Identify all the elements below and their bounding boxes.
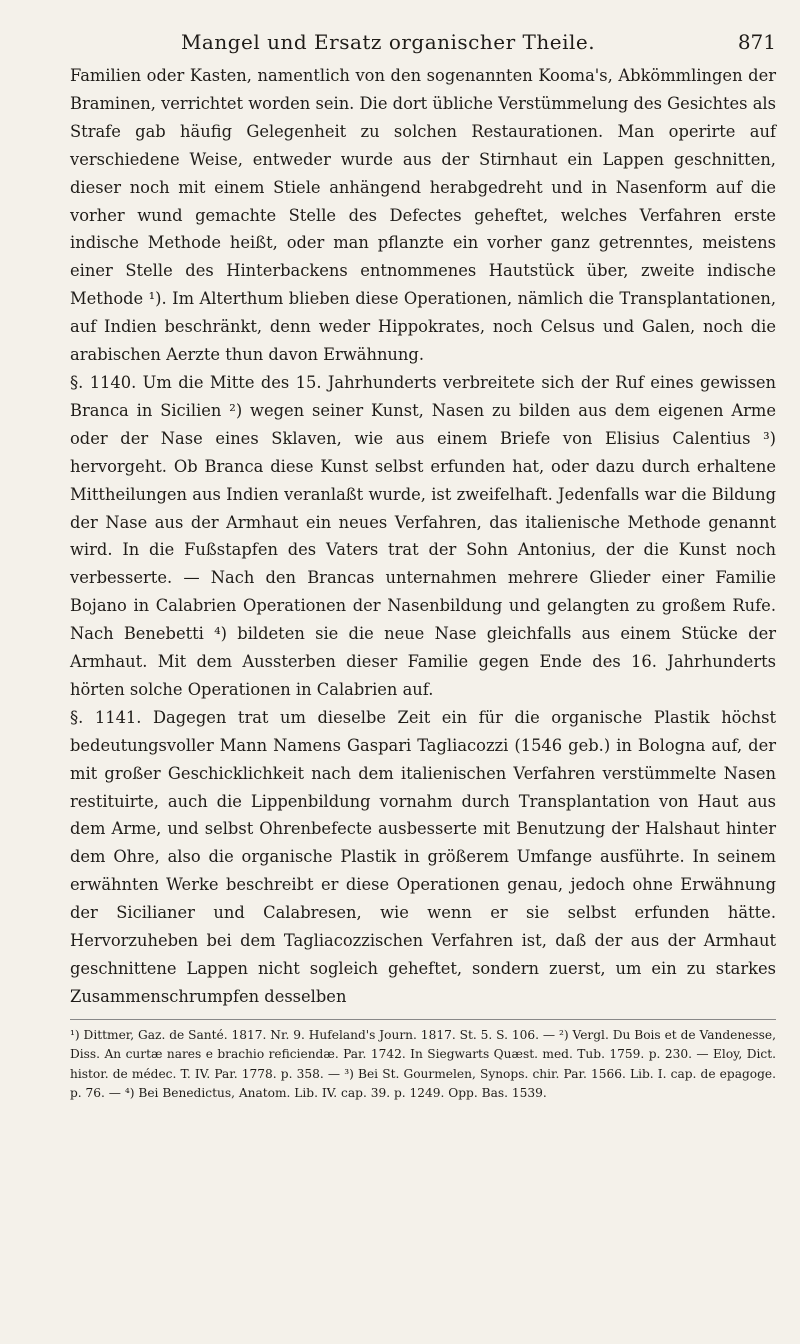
- running-title: Mangel und Ersatz organischer Theile.: [180, 30, 596, 54]
- footnote-block: ¹) Dittmer, Gaz. de Santé. 1817. Nr. 9. Hufeland's Journ. 1817. St. 5. S. 106. — ²) Vergl. Du Bois et de Vandenesse, Diss. An curtæ nares e brachio reficiendæ. Par. 1742. In Siegwarts Quæst. med. Tub. 1759. p. 230. — Eloy, Dict. histor. de médec. T. IV. Par. 1778. p. 358. — ³) Bei St. Gourmelen, Synops. chir. Par. 1566. Lib. I. cap. de epagoge. p. 76. — ⁴) Bei Benedictus, Anatom. Lib. IV. cap. 39. p. 1249. Opp. Bas. 1539.: [70, 1027, 776, 1101]
- footnote-divider: [70, 1019, 776, 1020]
- paragraph-section-1141: §. 1141. Dagegen trat um dieselbe Zeit ein für die organische Plastik höchst bedeutungsvoller Mann Namens Gaspari Tagliacozzi (1546 geb.) in Bologna auf, der mit großer Geschicklichkeit nach dem italienischen Verfahren verstümmelte Nasen restituirte, auch die Lippenbildung vornahm durch Transplantation von Haut aus dem Arme, und selbst Ohrenbefecte ausbesserte mit Benutzung der Halshaut hinter dem Ohre, also die organische Plastik in größerem Umfange ausführte. In seinem erwähnten Werke beschreibt er diese Operationen genau, jedoch ohne Erwähnung der Sicilianer und Calabresen, wie wenn er sie selbst erfunden hätte. Hervorzuheben bei dem Tagliacozzischen Verfahren ist, daß der aus der Armhaut geschnittene Lappen nicht sogleich geheftet, sondern zuerst, um ein zu starkes Zusammenschrumpfen desselben: [70, 707, 776, 1006]
- footnotes: [70, 1026, 776, 1104]
- page-number: 871: [737, 30, 776, 54]
- paragraph-1: Familien oder Kasten, namentlich von den sogenannten Kooma's, Abkömmlingen der Braminen, verrichtet worden sein. Die dort übliche Verstümmelung des Gesichtes als Strafe gab häufig Gelegenheit zu solchen Restaurationen. Man operirte auf verschiedene Weise, entweder wurde aus der Stirnhaut ein Lappen geschnitten, dieser noch mit einem Stiele anhängend herabgedreht und in Nasenform auf die vorher wund gemachte Stelle des Defectes geheftet, welches Verfahren erste indische Methode heißt, oder man pflanzte ein vorher ganz getrenntes, meistens einer Stelle des Hinterbackens entnommenes Hautstück über, zweite indische Methode ¹). Im Alterthum blieben diese Operationen, nämlich die Transplantationen, auf Indien beschränkt, denn weder Hippokrates, noch Celsus und Galen, noch die arabischen Aerzte thun davon Erwähnung.: [70, 66, 776, 365]
- page-header: [70, 30, 776, 58]
- body-text: [70, 62, 776, 1011]
- paragraph-section-1140: §. 1140. Um die Mitte des 15. Jahrhunderts verbreitete sich der Ruf eines gewissen Branca in Sicilien ²) wegen seiner Kunst, Nasen zu bilden aus dem eigenen Arme oder der Nase eines Sklaven, wie aus einem Briefe von Elisius Calentius ³) hervorgeht. Ob Branca diese Kunst selbst erfunden hat, oder dazu durch erhaltene Mittheilungen aus Indien veranlaßt wurde, ist zweifelhaft. Jedenfalls war die Bildung der Nase aus der Armhaut ein neues Verfahren, das italienische Methode genannt wird. In die Fußstapfen des Vaters trat der Sohn Antonius, der die Kunst noch verbesserte. — Nach den Brancas unternahmen mehrere Glieder einer Familie Bojano in Calabrien Operationen der Nasenbildung und gelangten zu großem Rufe. Nach Benebetti ⁴) bildeten sie die neue Nase gleichfalls aus einem Stücke der Armhaut. Mit dem Aussterben dieser Familie gegen Ende des 16. Jahrhunderts hörten solche Operationen in Calabrien auf.: [70, 372, 776, 699]
